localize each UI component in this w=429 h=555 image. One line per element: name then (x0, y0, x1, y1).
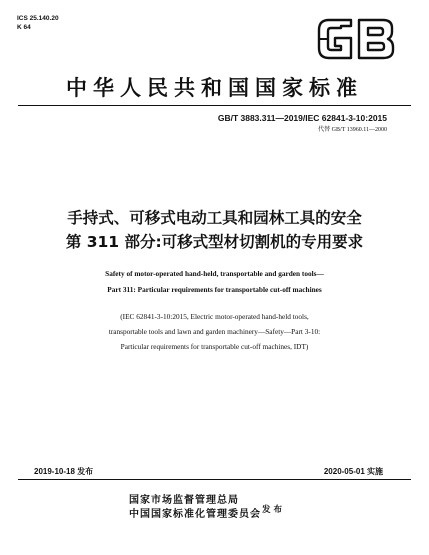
issuer-sac: 中国国家标准化管理委员会 (129, 509, 261, 520)
footer-rule (18, 479, 411, 480)
issuer-samr: 国家市场监督管理总局 (129, 495, 239, 506)
equivalence-line3: Particular requirements for transportable cut-off machines, IDT) (120, 342, 309, 351)
title-en-line1: Safety of motor-operated hand-held, transportable and garden tools— (105, 269, 324, 278)
national-standard-title: 中华人民共和国国家标准 (66, 75, 363, 100)
gb-logo-icon (317, 16, 395, 62)
replaces-note: 代替 GB/T 13960.11—2000 (318, 127, 387, 133)
equivalence-line1: (IEC 62841-3-10:2015, Electric motor-operated hand-held tools, (120, 312, 309, 321)
title-en-line2: Part 311: Particular requirements for transportable cut-off machines (107, 285, 322, 294)
header-rule (18, 105, 411, 106)
standard-number: GB/T 3883.311—2019/IEC 62841-3-10:2015 (217, 113, 387, 123)
ics-code: ICS 25.140.20 (17, 15, 59, 22)
classification-codes (17, 14, 59, 32)
implement-date: 2020-05-01 实施 (323, 467, 383, 476)
publish-label: 发布 (262, 505, 286, 515)
ccs-code: K 64 (17, 24, 31, 31)
issue-date: 2019-10-18 发布 (34, 467, 94, 476)
equivalence-line2: transportable tools and lawn and garden machinery—Safety—Part 3-10: (108, 327, 321, 336)
title-cn-line2: 第 311 部分:可移式型材切割机的专用要求 (65, 233, 364, 251)
title-cn-line1: 手持式、可移式电动工具和园林工具的安全 (67, 209, 362, 227)
